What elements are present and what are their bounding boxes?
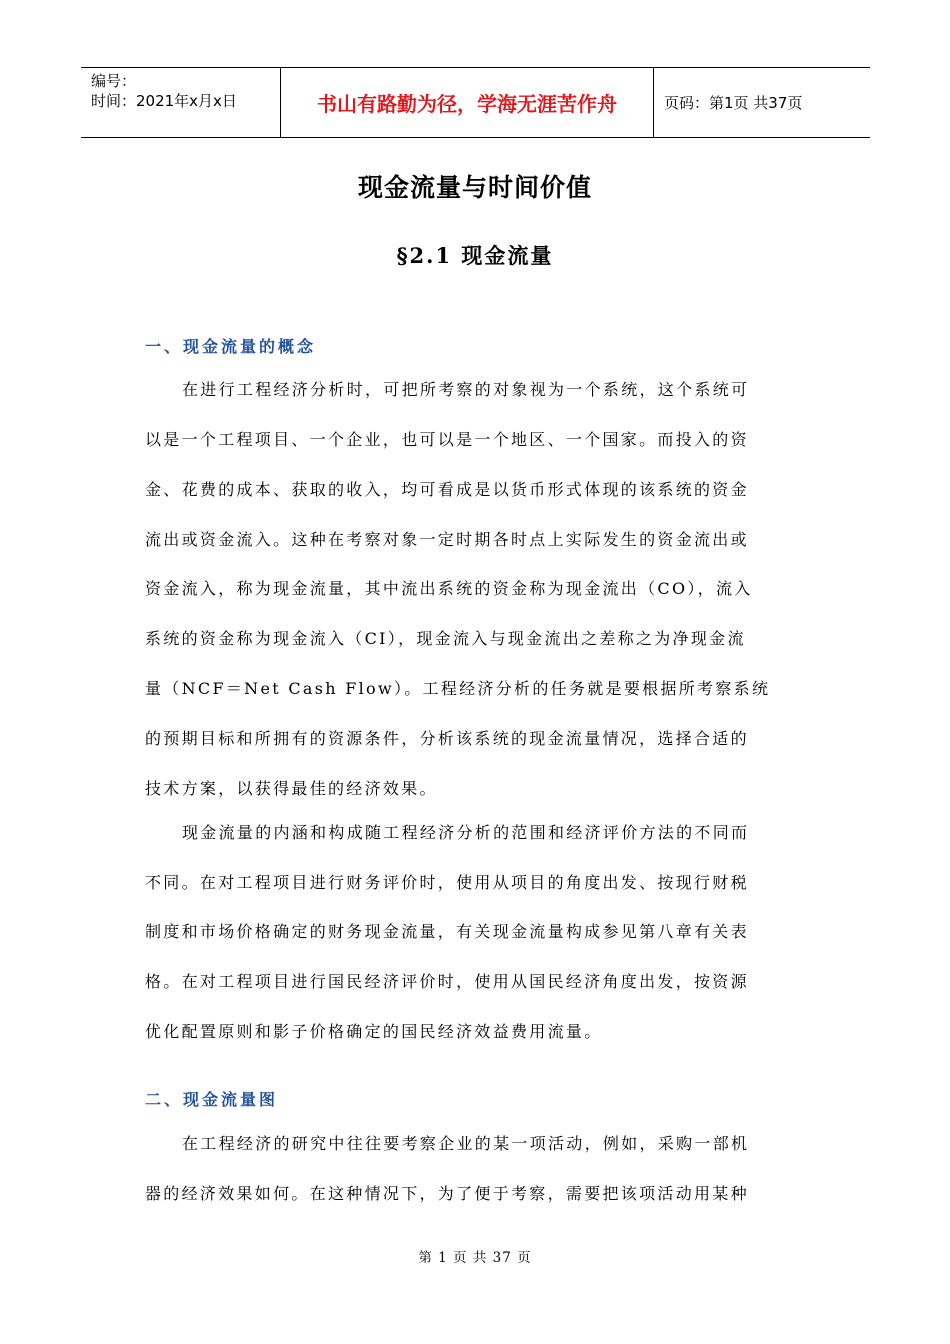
paragraph-line: 以是一个工程项目、一个企业，也可以是一个地区、一个国家。而投入的资 (145, 430, 749, 449)
paragraph-line: 不同。在对工程项目进行财务评价时，使用从项目的角度出发、按现行财税 (145, 873, 749, 892)
paragraph-line: 的预期目标和所拥有的资源条件，分析该系统的现金流量情况，选择合适的 (145, 729, 749, 748)
header-table (81, 67, 870, 138)
paragraph-line: 在工程经济的研究中往往要考察企业的某一项活动，例如，采购一部机 (182, 1134, 750, 1153)
paragraph-line: 资金流入，称为现金流量，其中流出系统的资金称为现金流出（CO），流入 (145, 579, 753, 598)
page-footer: 第 1 页 共 37 页 (418, 1250, 532, 1266)
paragraph-line: 流出或资金流入。这种在考察对象一定时期各时点上实际发生的资金流出或 (145, 530, 749, 549)
heading-cash-flow-diagram: 二、现金流量图 (145, 1090, 279, 1109)
motto-text: 书山有路勤为径，学海无涯苦作舟 (317, 92, 617, 116)
paragraph-line: 格。在对工程项目进行国民经济评价时，使用从国民经济角度出发，按资源 (145, 972, 749, 991)
paragraph-line: 制度和市场价格确定的财务现金流量，有关现金流量构成参见第八章有关表 (145, 922, 749, 941)
heading-cash-flow-concept: 一、现金流量的概念 (145, 337, 317, 356)
paragraph-line: 现金流量的内涵和构成随工程经济分析的范围和经济评价方法的不同而 (182, 823, 750, 842)
paragraph-line: 器的经济效果如何。在这种情况下，为了便于考察，需要把该项活动用某种 (145, 1184, 749, 1203)
paragraph-line: 金、花费的成本、获取的收入，均可看成是以货币形式体现的该系统的资金 (145, 480, 749, 499)
number-label: 编号： (91, 72, 137, 90)
paragraph-line: 技术方案，以获得最佳的经济效果。 (145, 779, 438, 798)
section-title: §2.1 现金流量 (396, 243, 554, 268)
header-motto-cell (281, 68, 654, 137)
header-left-cell (81, 68, 281, 137)
header-page-cell (654, 68, 870, 137)
paragraph-line: 系统的资金称为现金流入（CI），现金流入与现金流出之差称之为净现金流 (145, 629, 746, 648)
document-title: 现金流量与时间价值 (357, 173, 592, 202)
page-info: 页码：第1页 共37页 (664, 94, 803, 112)
paragraph-line: 优化配置原则和影子价格确定的国民经济效益费用流量。 (145, 1022, 603, 1041)
time-label: 时间：2021年x月x日 (91, 92, 237, 110)
paragraph-line: 在进行工程经济分析时，可把所考察的对象视为一个系统，这个系统可 (182, 380, 750, 399)
paragraph-line: 量（NCF＝Net Cash Flow）。工程经济分析的任务就是要根据所考察系统 (145, 679, 771, 698)
